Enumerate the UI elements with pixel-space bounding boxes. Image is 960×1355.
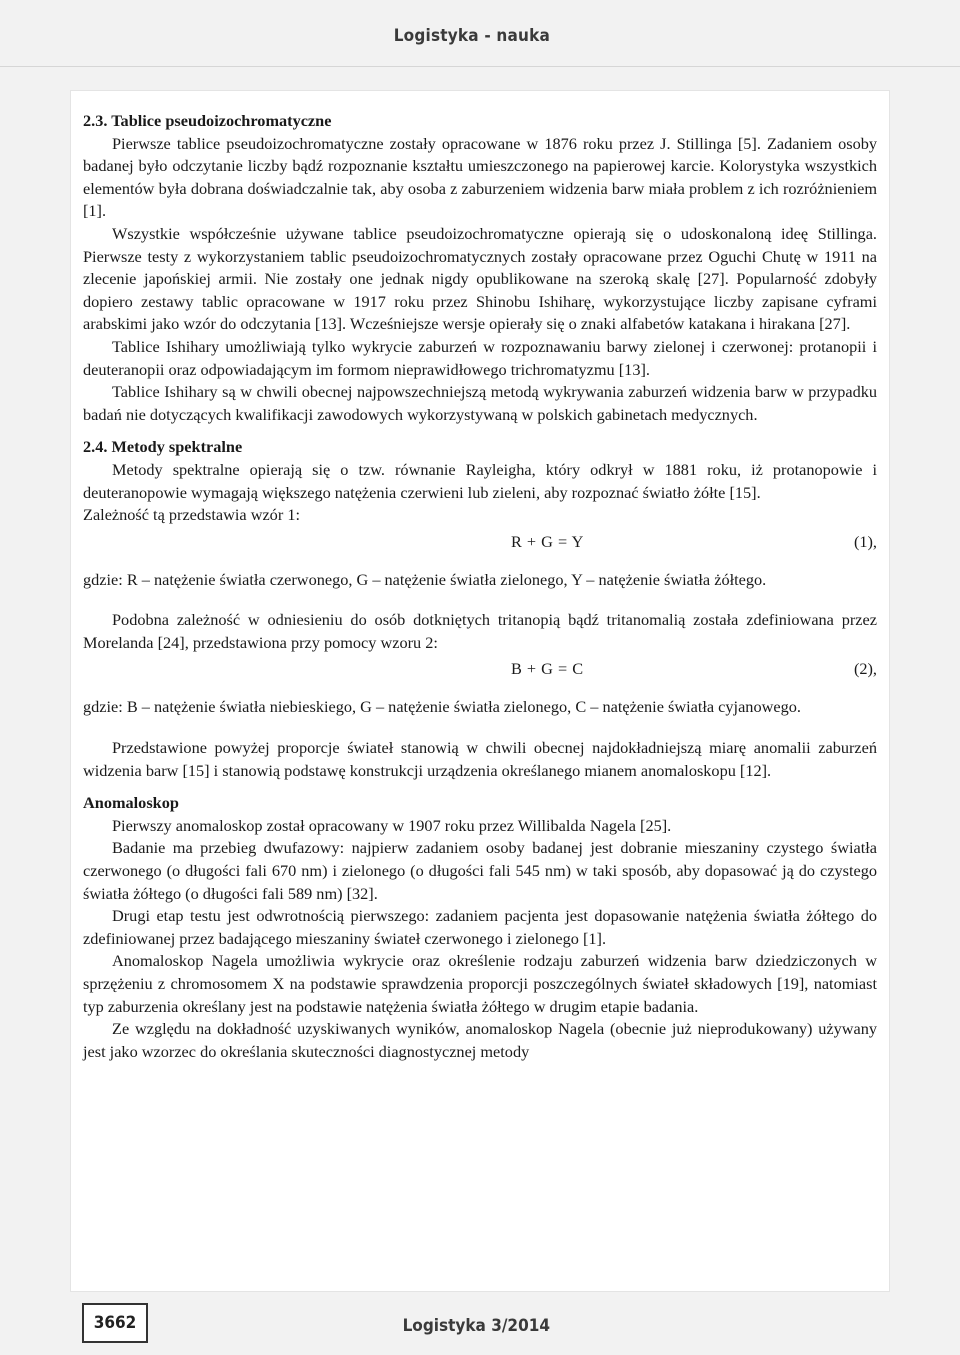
paragraph: Drugi etap testu jest odwrotnością pierwszego: zadaniem pacjenta jest dopasowanie natężenia światła żółtego do zdefiniowanej przez badającego mieszaniny świateł czerwonego i zielonego [1]. <box>83 906 877 948</box>
equation-number: (1), <box>853 531 877 551</box>
page-number: 3662 <box>82 1303 148 1343</box>
section-heading-2-4: 2.4. Metody spektralne <box>83 437 243 457</box>
paragraph: Ze względu na dokładność uzyskiwanych wyników, anomaloskop Nagela (obecnie już nieprodukowany) używany jest jako wzorzec do określania skuteczności diagnostycznej metody <box>83 1019 877 1061</box>
journal-issue: Logistyka 3/2014 <box>402 1316 550 1336</box>
paragraph: Pierwszy anomaloskop został opracowany w 1907 roku przez Willibalda Nagela [25]. <box>112 815 672 835</box>
paragraph: Tablice Ishihary są w chwili obecnej najpowszechniejszą metodą wykrywania zaburzeń widzenia barw w przypadku badań nie dotyczących kwalifikacji zawodowych wykorzystywaną w polskich gabinetach medycznych. <box>83 382 877 424</box>
paragraph: Metody spektralne opierają się o tzw. równanie Rayleigha, który odkrył w 1881 roku, iż protanopowie i deuteranopowie wymagają większego natężenia czerwieni lub zieleni, aby rozpoznać światło żółte [15]. <box>83 459 877 502</box>
equation-formula: B + G = C <box>511 659 584 679</box>
header-rule <box>0 66 960 67</box>
paragraph: gdzie: B – natężenie światła niebieskiego, G – natężenie światła zielonego, C – natężenie światła cyjanowego. <box>83 697 801 717</box>
paragraph: Przedstawione powyżej proporcje świateł stanowią w chwili obecnej najdokładniejszą miarę anomalii zaburzeń widzenia barw [15] i stanowią podstawę konstrukcji urządzenia określanego mianem anomaloskopu [12]. <box>83 738 877 780</box>
article-body <box>70 90 890 1292</box>
equation-1 <box>83 527 877 557</box>
paragraph: Badanie ma przebieg dwufazowy: najpierw zadaniem osoby badanej jest dobranie mieszaniny czystego światła czerwonego (o długości fali 670 nm) i zielonego (o długości fali 545 nm) w taki sposób, aby dopasować ją do czystego światła żółtego (o długości fali 589 nm) [32]. <box>83 838 877 903</box>
paragraph: gdzie: R – natężenie światła czerwonego, G – natężenie światła zielonego, Y – natężenie światła żółtego. <box>83 569 767 589</box>
paragraph: Tablice Ishihary umożliwiają tylko wykrycie zaburzeń w rozpoznawaniu barwy zielonej i czerwonej: protanopii i deuteranopii oraz odpowiadającym im formom nieprawidłowego trichromatyzmu [13]. <box>83 336 877 379</box>
section-heading-2-3: 2.3. Tablice pseudoizochromatyczne <box>83 111 332 130</box>
section-heading-anomaloskop: Anomaloskop <box>83 793 179 813</box>
paragraph: Zależność tą przedstawia wzór 1: <box>83 505 300 525</box>
paragraph: Anomaloskop Nagela umożliwia wykrycie oraz określenie rodzaju zaburzeń widzenia barw dziedziczonych w sprzężeniu z chromosomem X na podstawie sprawdzenia proporcji poszczególnych świateł składowych [19], natomiast typ zaburzenia określany jest na podstawie natężenia światła żółtego w drugim etapie badania. <box>83 951 877 1016</box>
paragraph: Podobna zależność w odniesieniu do osób dotkniętych tritanopią bądź tritanomalią została zdefiniowana przez Morelanda [24], przedstawiona przy pomocy wzoru 2: <box>83 610 877 652</box>
equation-2 <box>83 654 877 684</box>
paragraph: Pierwsze tablice pseudoizochromatyczne zostały opracowane w 1876 roku przez J. Stillinga [5]. Zadaniem osoby badanej było odczytanie liczby bądź rozpoznanie kształtu umieszczonego na papierowej karcie. Kolorystyka wszystkich elementów była dobrana doświadczalnie tak, aby osoba z zaburzeniem widzenia barw miała problem z ich rozróżnieniem [1]. <box>83 133 877 221</box>
paragraph: Wszystkie współcześnie używane tablice pseudoizochromatyczne opierają się o udoskonaloną ideę Stillinga. Pierwsze testy z wykorzystaniem tablic pseudoizochromatycznych zostały opracowane przez Oguchi Chutę w 1911 na zlecenie japońskiej armii. Nie zostały one jednak nigdy opublikowane na szeroką skalę [27]. Popularność zdobyły dopiero zestawy tablic opracowane w 1917 roku przez Shinobu Ishiharę, wykorzystujące liczby zapisane cyframi arabskimi jako wzór do odczytania [13]. Wcześniejsze wersje opierały się o znaki alfabetów katakana i hirakana [27]. <box>83 223 877 334</box>
running-header: Logistyka - nauka <box>393 26 550 46</box>
equation-formula: R + G = Y <box>511 531 584 551</box>
equation-number: (2), <box>853 659 877 679</box>
